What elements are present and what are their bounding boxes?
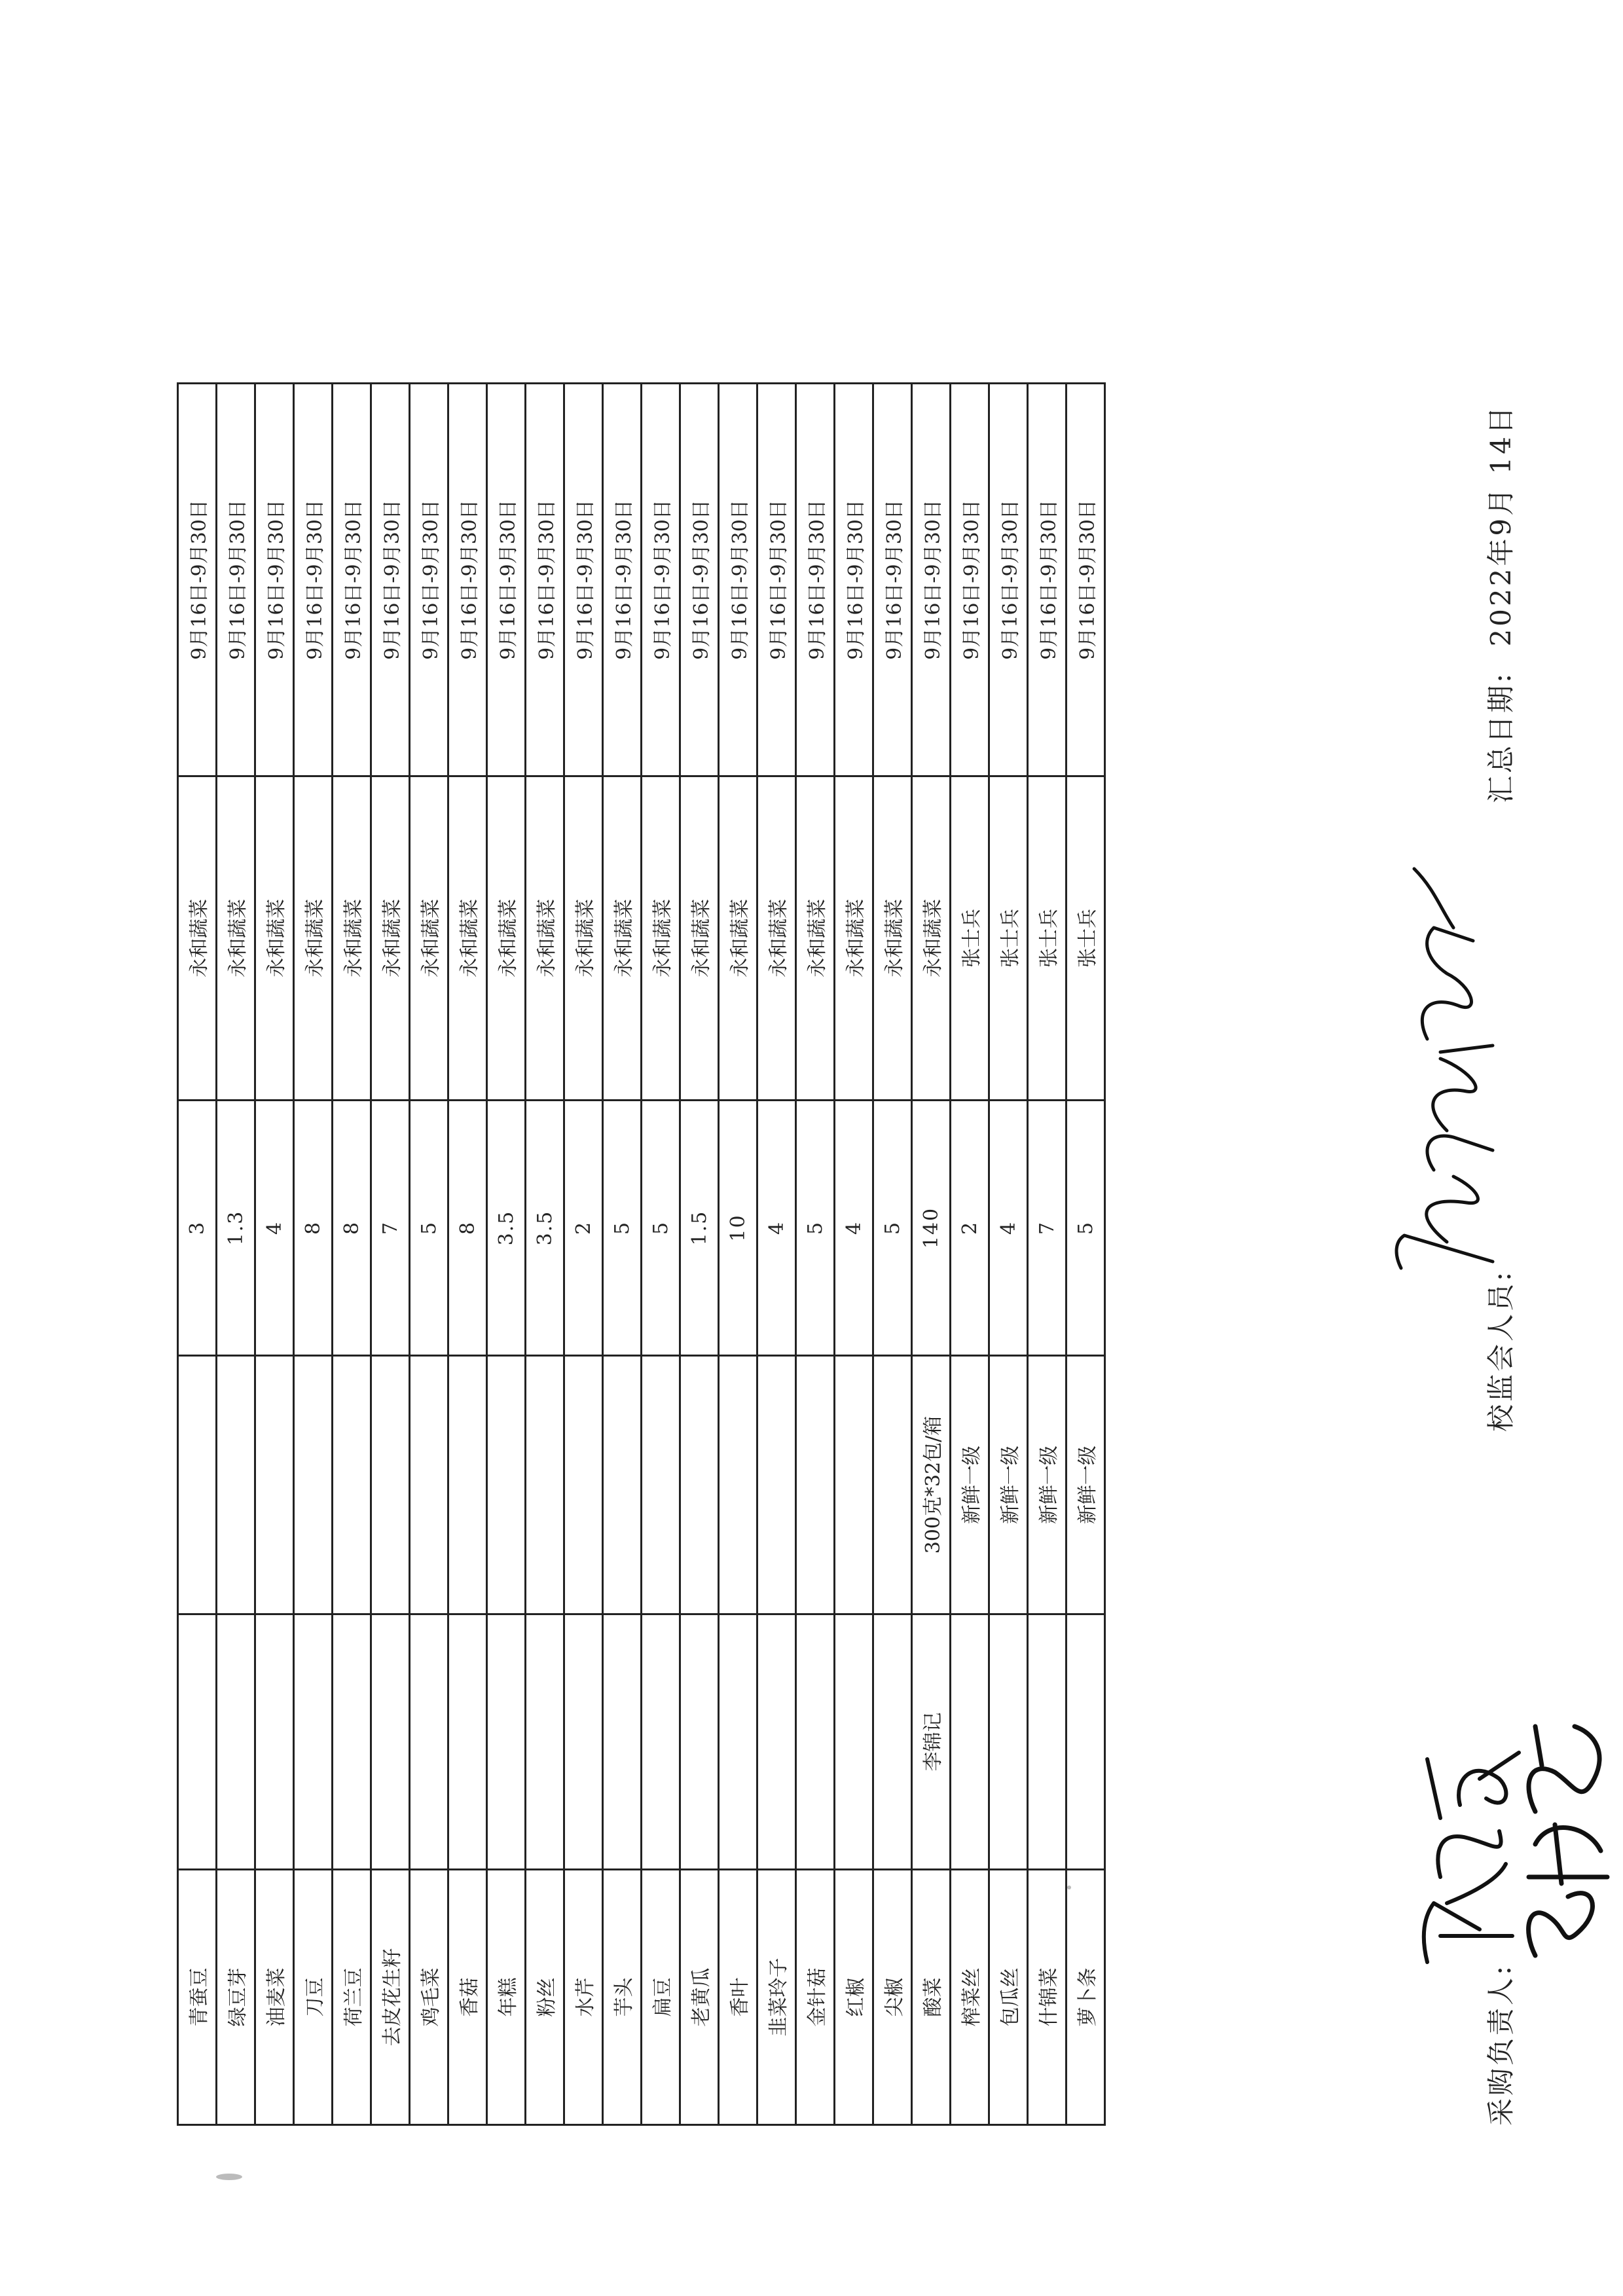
- table-row: [255, 384, 294, 2125]
- brand-cell: 李锦记: [912, 1614, 951, 1870]
- table-row: [680, 384, 719, 2125]
- specification-cell: [796, 1356, 835, 1614]
- supplier-cell: 永和蔬菜: [371, 776, 410, 1101]
- brand-cell: [217, 1614, 255, 1870]
- specification-cell: 新鲜一级: [951, 1356, 989, 1614]
- table-row: [719, 384, 757, 2125]
- supplier-cell: 张士兵: [1067, 776, 1105, 1101]
- brand-cell: [835, 1614, 873, 1870]
- table-row: [371, 384, 410, 2125]
- buyer-label: 采购负责人:: [1485, 1963, 1517, 2126]
- brand-cell: [448, 1614, 487, 1870]
- quantity-cell: 8: [448, 1101, 487, 1356]
- supply-period-cell: 9月16日-9月30日: [294, 384, 333, 776]
- summary-date: [1480, 404, 1519, 803]
- quantity-cell: 4: [255, 1101, 294, 1356]
- item-name-cell: 扁豆: [642, 1870, 680, 2125]
- supply-period-cell: 9月16日-9月30日: [642, 384, 680, 776]
- brand-cell: [1067, 1614, 1105, 1870]
- item-name-cell: 什锦菜: [1028, 1870, 1067, 2125]
- specification-cell: [642, 1356, 680, 1614]
- supply-period-cell: 9月16日-9月30日: [835, 384, 873, 776]
- specification-cell: [564, 1356, 603, 1614]
- supply-period-cell: 9月16日-9月30日: [1028, 384, 1067, 776]
- supply-period-cell: 9月16日-9月30日: [448, 384, 487, 776]
- supplier-cell: 永和蔬菜: [757, 776, 796, 1101]
- brand-cell: [255, 1614, 294, 1870]
- quantity-cell: 5: [410, 1101, 448, 1356]
- table-row: [487, 384, 526, 2125]
- table-row: [757, 384, 796, 2125]
- table-row: [873, 384, 912, 2125]
- brand-cell: [719, 1614, 757, 1870]
- specification-cell: [526, 1356, 564, 1614]
- supplier-cell: 永和蔬菜: [564, 776, 603, 1101]
- quantity-cell: 8: [294, 1101, 333, 1356]
- specification-cell: [410, 1356, 448, 1614]
- brand-cell: [564, 1614, 603, 1870]
- brand-cell: [487, 1614, 526, 1870]
- brand-cell: [873, 1614, 912, 1870]
- brand-cell: [642, 1614, 680, 1870]
- quantity-cell: 4: [989, 1101, 1028, 1356]
- item-name-cell: 尖椒: [873, 1870, 912, 2125]
- supplier-cell: 永和蔬菜: [448, 776, 487, 1101]
- specification-cell: [835, 1356, 873, 1614]
- specification-cell: 新鲜一级: [1067, 1356, 1105, 1614]
- table-row: [526, 384, 564, 2125]
- item-name-cell: 年糕: [487, 1870, 526, 2125]
- supplier-cell: 永和蔬菜: [526, 776, 564, 1101]
- quantity-cell: 5: [603, 1101, 642, 1356]
- quantity-cell: 4: [835, 1101, 873, 1356]
- specification-cell: [333, 1356, 371, 1614]
- item-name-cell: 香叶: [719, 1870, 757, 2125]
- quantity-cell: 5: [1067, 1101, 1105, 1356]
- item-name-cell: 鸡毛菜: [410, 1870, 448, 2125]
- specification-cell: [371, 1356, 410, 1614]
- supplier-cell: 永和蔬菜: [178, 776, 217, 1101]
- supplier-cell: 张士兵: [989, 776, 1028, 1101]
- quantity-cell: 140: [912, 1101, 951, 1356]
- item-name-cell: 榨菜丝: [951, 1870, 989, 2125]
- supply-period-cell: 9月16日-9月30日: [564, 384, 603, 776]
- table-row: [333, 384, 371, 2125]
- table-row: [603, 384, 642, 2125]
- scan-speck: [216, 2174, 242, 2180]
- supplier-cell: 永和蔬菜: [873, 776, 912, 1101]
- item-name-cell: 金针菇: [796, 1870, 835, 2125]
- specification-cell: [294, 1356, 333, 1614]
- specification-cell: [873, 1356, 912, 1614]
- brand-cell: [680, 1614, 719, 1870]
- item-name-cell: 萝卜条: [1067, 1870, 1105, 2125]
- table-row: [835, 384, 873, 2125]
- scan-speck: [1067, 1886, 1071, 1889]
- supply-period-cell: 9月16日-9月30日: [680, 384, 719, 776]
- supervisor-label: 校监会人员:: [1485, 1269, 1517, 1432]
- purchase-summary-table: [177, 382, 1106, 2126]
- quantity-cell: 1.3: [217, 1101, 255, 1356]
- supplier-cell: 永和蔬菜: [796, 776, 835, 1101]
- supply-period-cell: 9月16日-9月30日: [796, 384, 835, 776]
- item-name-cell: 韭菜玲子: [757, 1870, 796, 2125]
- supplier-cell: 永和蔬菜: [255, 776, 294, 1101]
- brand-cell: [333, 1614, 371, 1870]
- quantity-cell: 10: [719, 1101, 757, 1356]
- table-row: [912, 384, 951, 2125]
- supplier-cell: 永和蔬菜: [680, 776, 719, 1101]
- supplier-cell: 永和蔬菜: [410, 776, 448, 1101]
- specification-cell: [217, 1356, 255, 1614]
- quantity-cell: 4: [757, 1101, 796, 1356]
- supplier-cell: 永和蔬菜: [719, 776, 757, 1101]
- supervisor-signature: [1375, 862, 1519, 1281]
- table-row: [796, 384, 835, 2125]
- supplier-cell: 永和蔬菜: [642, 776, 680, 1101]
- specification-cell: [603, 1356, 642, 1614]
- item-name-cell: 绿豆芽: [217, 1870, 255, 2125]
- brand-cell: [951, 1614, 989, 1870]
- specification-cell: 新鲜一级: [989, 1356, 1028, 1614]
- item-name-cell: 芋头: [603, 1870, 642, 2125]
- table-row: [178, 384, 217, 2125]
- item-name-cell: 刀豆: [294, 1870, 333, 2125]
- quantity-cell: 8: [333, 1101, 371, 1356]
- item-name-cell: 青蚕豆: [178, 1870, 217, 2125]
- specification-cell: [178, 1356, 217, 1614]
- specification-cell: [448, 1356, 487, 1614]
- supplier-cell: 永和蔬菜: [912, 776, 951, 1101]
- specification-cell: 300克*32包/箱: [912, 1356, 951, 1614]
- supplier-cell: 张士兵: [1028, 776, 1067, 1101]
- brand-cell: [526, 1614, 564, 1870]
- table-row: [410, 384, 448, 2125]
- supply-period-cell: 9月16日-9月30日: [1067, 384, 1105, 776]
- supplier-cell: 永和蔬菜: [333, 776, 371, 1101]
- table-row: [1028, 384, 1067, 2125]
- quantity-cell: 2: [564, 1101, 603, 1356]
- supplier-cell: 永和蔬菜: [294, 776, 333, 1101]
- brand-cell: [371, 1614, 410, 1870]
- brand-cell: [989, 1614, 1028, 1870]
- item-name-cell: 水芹: [564, 1870, 603, 2125]
- supply-period-cell: 9月16日-9月30日: [526, 384, 564, 776]
- table-row: [1067, 384, 1105, 2125]
- quantity-cell: 3: [178, 1101, 217, 1356]
- item-name-cell: 酸菜: [912, 1870, 951, 2125]
- quantity-cell: 7: [1028, 1101, 1067, 1356]
- item-name-cell: 去皮花生籽: [371, 1870, 410, 2125]
- specification-cell: [757, 1356, 796, 1614]
- table-row: [564, 384, 603, 2125]
- quantity-cell: 3.5: [487, 1101, 526, 1356]
- supply-period-cell: 9月16日-9月30日: [487, 384, 526, 776]
- supply-period-cell: 9月16日-9月30日: [912, 384, 951, 776]
- quantity-cell: 3.5: [526, 1101, 564, 1356]
- brand-cell: [757, 1614, 796, 1870]
- supplier-cell: 永和蔬菜: [603, 776, 642, 1101]
- table-row: [294, 384, 333, 2125]
- table-row: [989, 384, 1028, 2125]
- brand-cell: [410, 1614, 448, 1870]
- brand-cell: [294, 1614, 333, 1870]
- supply-period-cell: 9月16日-9月30日: [719, 384, 757, 776]
- date-label: 汇总日期:: [1485, 670, 1517, 803]
- table-row: [642, 384, 680, 2125]
- supply-period-cell: 9月16日-9月30日: [410, 384, 448, 776]
- item-name-cell: 红椒: [835, 1870, 873, 2125]
- quantity-cell: 2: [951, 1101, 989, 1356]
- table-row: [448, 384, 487, 2125]
- table-body: [178, 384, 1105, 2125]
- supply-period-cell: 9月16日-9月30日: [989, 384, 1028, 776]
- supply-period-cell: 9月16日-9月30日: [873, 384, 912, 776]
- brand-cell: [796, 1614, 835, 1870]
- specification-cell: [255, 1356, 294, 1614]
- buyer-signature-2: [1496, 1713, 1623, 1975]
- quantity-cell: 1.5: [680, 1101, 719, 1356]
- item-name-cell: 粉丝: [526, 1870, 564, 2125]
- supply-period-cell: 9月16日-9月30日: [371, 384, 410, 776]
- supply-period-cell: 9月16日-9月30日: [603, 384, 642, 776]
- supply-period-cell: 9月16日-9月30日: [951, 384, 989, 776]
- item-name-cell: 香菇: [448, 1870, 487, 2125]
- supplier-cell: 永和蔬菜: [487, 776, 526, 1101]
- specification-cell: [487, 1356, 526, 1614]
- date-value: 2022年9月 14日: [1485, 404, 1517, 647]
- table-row: [217, 384, 255, 2125]
- supply-period-cell: 9月16日-9月30日: [217, 384, 255, 776]
- quantity-cell: 5: [873, 1101, 912, 1356]
- supply-period-cell: 9月16日-9月30日: [255, 384, 294, 776]
- supplier-cell: 永和蔬菜: [835, 776, 873, 1101]
- supply-period-cell: 9月16日-9月30日: [178, 384, 217, 776]
- specification-cell: [719, 1356, 757, 1614]
- quantity-cell: 7: [371, 1101, 410, 1356]
- specification-cell: [680, 1356, 719, 1614]
- brand-cell: [1028, 1614, 1067, 1870]
- specification-cell: 新鲜一级: [1028, 1356, 1067, 1614]
- supply-period-cell: 9月16日-9月30日: [333, 384, 371, 776]
- item-name-cell: 荷兰豆: [333, 1870, 371, 2125]
- supply-period-cell: 9月16日-9月30日: [757, 384, 796, 776]
- brand-cell: [178, 1614, 217, 1870]
- item-name-cell: 老黄瓜: [680, 1870, 719, 2125]
- brand-cell: [603, 1614, 642, 1870]
- supplier-cell: 张士兵: [951, 776, 989, 1101]
- rotated-document: [177, 384, 1517, 2126]
- quantity-cell: 5: [796, 1101, 835, 1356]
- supplier-cell: 永和蔬菜: [217, 776, 255, 1101]
- quantity-cell: 5: [642, 1101, 680, 1356]
- table-row: [951, 384, 989, 2125]
- item-name-cell: 包瓜丝: [989, 1870, 1028, 2125]
- item-name-cell: 油麦菜: [255, 1870, 294, 2125]
